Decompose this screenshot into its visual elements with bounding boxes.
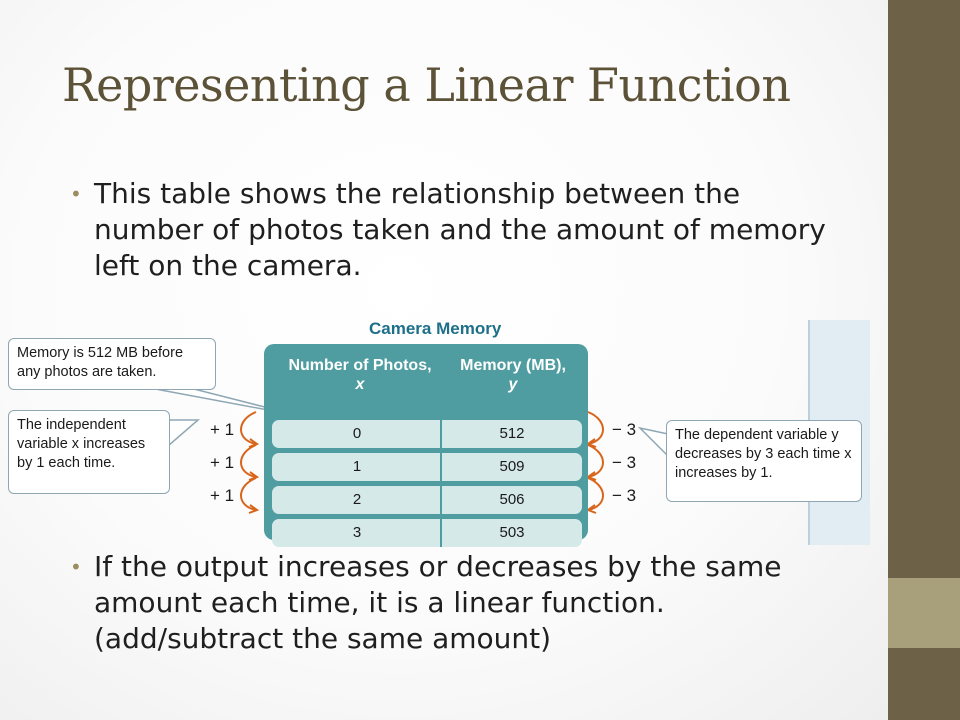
- y-step-label: − 3: [612, 453, 637, 472]
- table-row: [272, 453, 582, 481]
- column-header-variable: y: [508, 376, 518, 393]
- y-step-arrow: [588, 445, 603, 477]
- bullet-item: [70, 549, 850, 657]
- y-step-arrow: [588, 412, 603, 444]
- column-header-memory: [446, 344, 580, 414]
- callout-independent: The independent variable x increases by 1 each time.: [8, 410, 170, 494]
- y-step-label: − 3: [612, 420, 637, 439]
- camera-memory-figure: [0, 316, 868, 548]
- cell-memory: 512: [499, 425, 525, 442]
- column-header-photos: [274, 344, 446, 414]
- table-row: [272, 420, 582, 448]
- column-divider: [440, 486, 442, 514]
- x-step-arrow: [241, 445, 256, 477]
- table-row: [272, 486, 582, 514]
- column-header-label: Number of Photos,: [288, 357, 432, 374]
- slide-title: Representing a Linear Function: [62, 58, 791, 112]
- column-divider: [440, 519, 442, 547]
- bullet-icon: •: [70, 555, 82, 579]
- bullet-item: [70, 176, 850, 284]
- y-step-label: − 3: [612, 486, 637, 505]
- x-step-arrow: [241, 412, 256, 444]
- cell-photos: 1: [352, 458, 362, 475]
- x-step-label: + 1: [210, 486, 235, 505]
- side-band-bottom: [888, 648, 960, 720]
- side-band-top: [888, 0, 960, 578]
- table-body: [272, 420, 582, 552]
- column-header-label: Memory (MB),: [460, 357, 566, 374]
- callout-memory: Memory is 512 MB before any photos are taken.: [8, 338, 216, 390]
- cell-memory: 509: [499, 458, 525, 475]
- x-step-arrow: [241, 478, 256, 510]
- cell-memory: 506: [499, 491, 525, 508]
- column-header-variable: x: [355, 376, 365, 393]
- callout-independent-pointer: [168, 420, 198, 446]
- camera-memory-table: [264, 344, 588, 540]
- table-row: [272, 519, 582, 547]
- column-divider: [440, 453, 442, 481]
- x-step-label: + 1: [210, 453, 235, 472]
- column-divider: [440, 420, 442, 448]
- cell-photos: 0: [352, 425, 362, 442]
- x-step-label: + 1: [210, 420, 235, 439]
- bullet-text: This table shows the relationship between the number of photos taken and the amount of memory left on the camera.: [94, 177, 826, 282]
- cell-memory: 503: [499, 524, 525, 541]
- callout-dependent-pointer: [640, 428, 668, 456]
- callout-dependent: The dependent variable y decreases by 3 each time x increases by 1.: [666, 420, 862, 502]
- side-band-middle: [888, 578, 960, 648]
- y-step-arrow: [588, 478, 603, 510]
- bullet-icon: •: [70, 182, 82, 206]
- cell-photos: 2: [352, 491, 362, 508]
- figure-title: Camera Memory: [369, 319, 502, 338]
- bullet-text: If the output increases or decreases by the same amount each time, it is a linear function. (add/subtract the same amount): [94, 550, 782, 655]
- cell-photos: 3: [352, 524, 362, 541]
